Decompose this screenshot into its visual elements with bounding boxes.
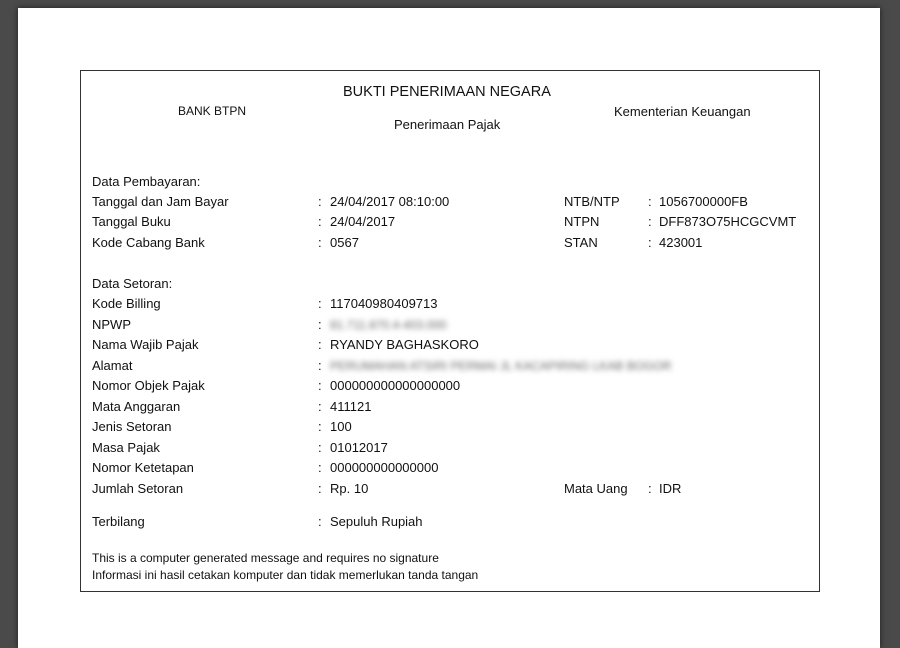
deposit-value: 01012017 [330,440,388,455]
payment-value: 24/04/2017 [330,214,396,229]
separator: : [318,399,322,414]
separator: : [318,214,322,229]
address-value-redacted: PERUMAHAN ATSIRI PERMAI JL KACAPIRING LKAB BOGOR [330,359,672,373]
payment-right-label: NTPN [564,214,600,229]
separator: : [648,481,652,496]
separator: : [318,481,322,496]
deposit-label: Alamat [92,358,133,373]
deposit-label: Masa Pajak [92,440,160,455]
deposit-label: Jenis Setoran [92,419,172,434]
separator: : [648,194,652,209]
separator: : [318,235,322,250]
separator: : [318,337,322,352]
deposit-label: Jumlah Setoran [92,481,184,496]
currency-value: IDR [659,481,682,496]
deposit-label: Nomor Objek Pajak [92,378,205,393]
terbilang-label: Terbilang [92,514,145,529]
receipt-subtitle: Penerimaan Pajak [394,117,501,132]
deposit-label: Mata Anggaran [92,399,181,414]
deposit-value: 000000000000000000 [330,378,461,393]
payment-right-value: 1056700000FB [659,194,748,209]
payment-label: Tanggal Buku [92,214,171,229]
deposit-section-label: Data Setoran: [92,276,173,291]
npwp-value-redacted: 81.711.870.4-403.000 [330,318,447,332]
separator: : [318,440,322,455]
payment-label: Tanggal dan Jam Bayar [92,194,229,209]
separator: : [318,358,322,373]
deposit-label: Nama Wajib Pajak [92,337,199,352]
payment-section-label: Data Pembayaran: [92,174,201,189]
deposit-label: NPWP [92,317,131,332]
deposit-value: 117040980409713 [330,296,438,311]
receipt-page [18,8,880,648]
separator: : [318,419,322,434]
separator: : [318,460,322,475]
payment-right-value: DFF873O75HCGCVMT [659,214,797,229]
payment-right-label: NTB/NTP [564,194,620,209]
payment-right-label: STAN [564,235,598,250]
receipt-title: BUKTI PENERIMAAN NEGARA [343,84,551,100]
separator: : [318,296,322,311]
ministry-name: Kementerian Keuangan [614,104,751,119]
separator: : [318,514,322,529]
payment-label: Kode Cabang Bank [92,235,205,250]
currency-label: Mata Uang [564,481,628,496]
deposit-value: Rp. 10 [330,481,369,496]
bank-name: BANK BTPN [178,104,247,118]
separator: : [318,317,322,332]
deposit-value: 411121 [330,399,372,414]
deposit-label: Nomor Ketetapan [92,460,194,475]
receipt-frame [80,70,820,592]
separator: : [318,378,322,393]
separator: : [318,194,322,209]
payment-value: 0567 [330,235,359,250]
footer-note-id: Informasi ini hasil cetakan komputer dan tidak memerlukan tanda tangan [92,568,479,582]
deposit-value: 100 [330,419,352,434]
deposit-label: Kode Billing [92,296,161,311]
separator: : [648,214,652,229]
footer-note-en: This is a computer generated message and requires no signature [92,551,439,565]
payment-right-value: 423001 [659,235,703,250]
payment-value: 24/04/2017 08:10:00 [330,194,450,209]
deposit-value: RYANDY BAGHASKORO [330,337,479,352]
terbilang-value: Sepuluh Rupiah [330,514,423,529]
separator: : [648,235,652,250]
deposit-value: 000000000000000 [330,460,439,475]
